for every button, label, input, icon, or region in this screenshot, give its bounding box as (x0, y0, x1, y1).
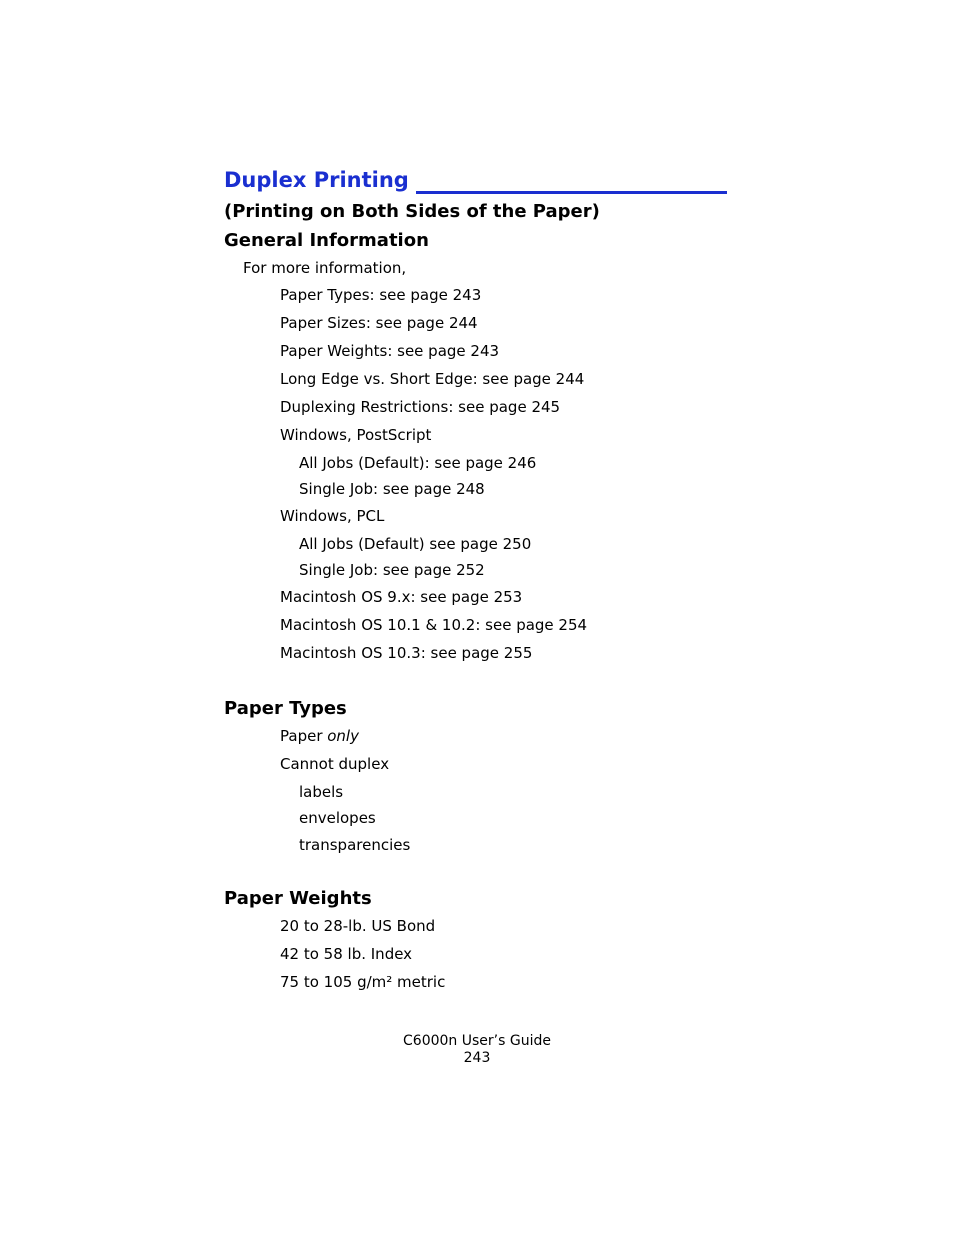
general-intro: For more information, (243, 259, 407, 277)
title-underline (416, 191, 727, 194)
list-item: Paper Weights: see page 243 (280, 342, 500, 360)
list-item: Macintosh OS 10.1 & 10.2: see page 254 (280, 616, 588, 634)
paper-types-heading: Paper Types (224, 698, 347, 719)
paper-only-emphasis: only (327, 727, 359, 745)
footer-page-number: 243 (463, 1050, 491, 1066)
page-subtitle: (Printing on Both Sides of the Paper) (224, 201, 600, 222)
list-item: All Jobs (Default): see page 246 (299, 454, 537, 472)
list-item: labels (299, 783, 344, 801)
list-item: Windows, PCL (280, 507, 385, 525)
list-item: Paper Types: see page 243 (280, 286, 482, 304)
list-item: Duplexing Restrictions: see page 245 (280, 398, 561, 416)
list-item: Single Job: see page 252 (299, 561, 485, 579)
paper-only-prefix: Paper (280, 727, 328, 745)
list-item: transparencies (299, 836, 411, 854)
list-item: Paper Sizes: see page 244 (280, 314, 478, 332)
cannot-duplex-line: Cannot duplex (280, 755, 390, 773)
list-item: Macintosh OS 9.x: see page 253 (280, 588, 523, 606)
list-item: Single Job: see page 248 (299, 480, 485, 498)
list-item: Macintosh OS 10.3: see page 255 (280, 644, 533, 662)
list-item: Windows, PostScript (280, 426, 432, 444)
list-item: All Jobs (Default) see page 250 (299, 535, 532, 553)
paper-weights-heading: Paper Weights (224, 888, 372, 909)
list-item: envelopes (299, 809, 376, 827)
list-item: 42 to 58 lb. Index (280, 945, 413, 963)
paper-only-line (280, 727, 359, 745)
page-title: Duplex Printing (224, 168, 409, 192)
footer-guide-title: C6000n User’s Guide (403, 1033, 551, 1049)
general-information-heading: General Information (224, 230, 429, 251)
list-item: Long Edge vs. Short Edge: see page 244 (280, 370, 585, 388)
list-item: 20 to 28-lb. US Bond (280, 917, 436, 935)
list-item: 75 to 105 g/m² metric (280, 973, 446, 991)
